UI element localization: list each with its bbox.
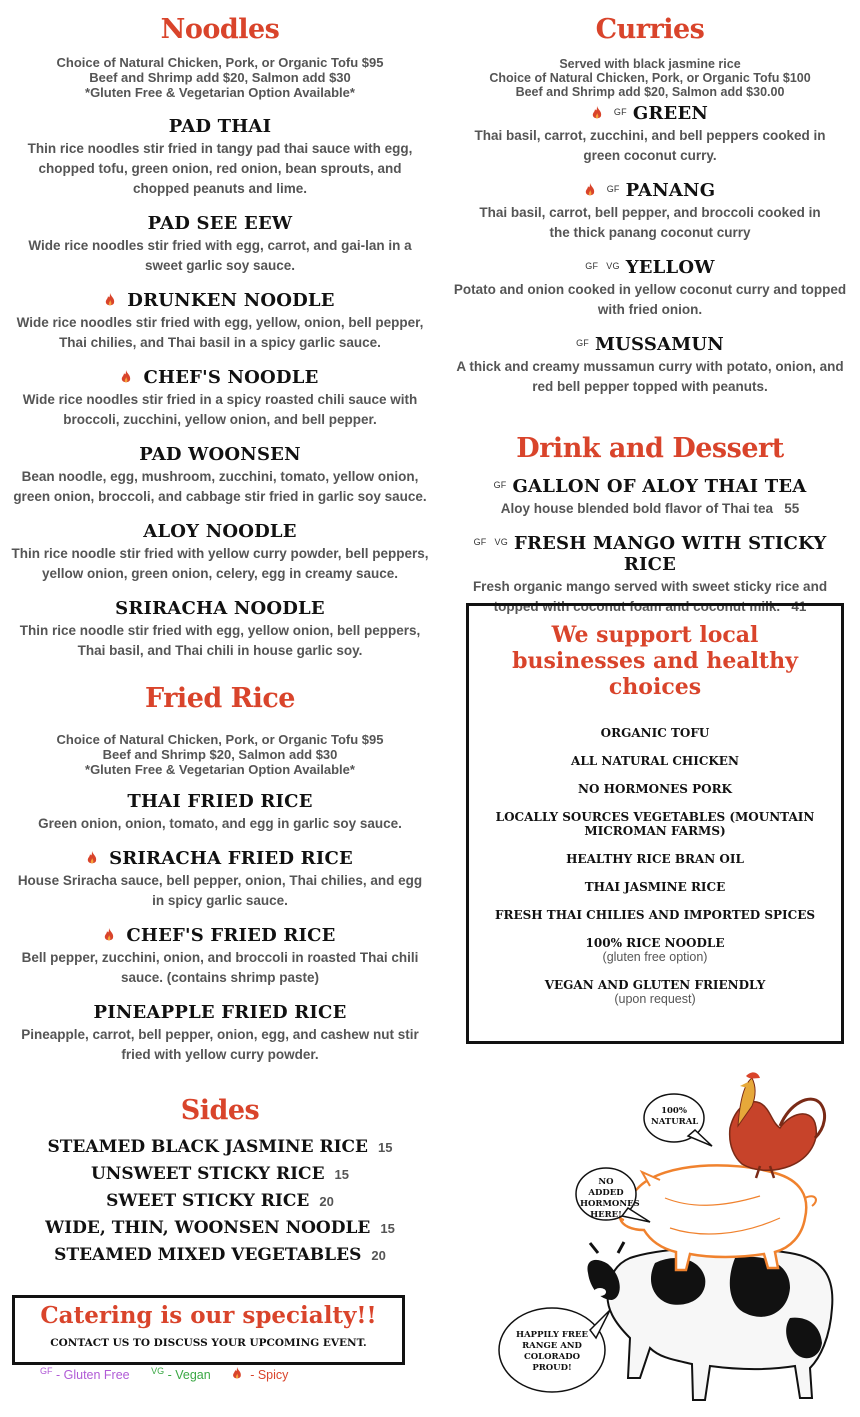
support-item — [469, 726, 841, 740]
menu-item-desc-row — [450, 499, 850, 519]
menu-item — [10, 848, 430, 911]
menu-item-name: GALLON OF ALOY THAI TEA — [512, 476, 807, 497]
legend-spicy — [232, 1368, 288, 1382]
menu-item-desc: Wide rice noodles stir fried with egg, carrot, and gai-lan in a sweet garlic soy sauce. — [28, 238, 412, 273]
menu-item-name: GREEN — [632, 103, 709, 124]
support-item — [469, 880, 841, 894]
menu-item-desc: House Sriracha sauce, bell pepper, onion, Thai chilies, and egg in spicy garlic sauce. — [17, 873, 423, 908]
menu-item-name: MUSSAMUN — [595, 334, 724, 355]
support-item-text: 100% RICE NOODLE — [585, 936, 725, 950]
side-item — [10, 1161, 430, 1188]
support-item-text: THAI JASMINE RICE — [584, 880, 726, 894]
menu-item-price: 41 — [791, 599, 807, 614]
support-item — [469, 852, 841, 866]
support-item — [469, 810, 841, 838]
menu-item — [10, 444, 430, 507]
menu-item-title-row — [450, 533, 850, 575]
menu-item-desc: Thai basil, carrot, bell pepper, and broccoli cooked in the thick panang coconut curry — [479, 205, 821, 240]
diet-tag: GF — [576, 338, 590, 348]
menu-item-desc: Aloy house blended bold flavor of Thai tea — [500, 501, 773, 516]
menu-item — [10, 367, 430, 430]
spicy-flame-icon — [87, 851, 97, 865]
legend — [40, 1366, 306, 1382]
gf-label: - Gluten Free — [55, 1368, 130, 1383]
left-column — [10, 0, 430, 1269]
section-title-fried-rice: Fried Rice — [145, 683, 295, 714]
diet-tag: GF VG — [473, 537, 508, 547]
menu-item-desc: Wide rice noodles stir fried with egg, yellow, onion, bell pepper, Thai chilies, and Thai basil in a spicy garlic sauce. — [16, 315, 424, 350]
support-item-text: ALL NATURAL CHICKEN — [571, 754, 739, 768]
catering-box — [12, 1295, 405, 1365]
menu-item — [10, 1002, 430, 1065]
menu-item — [450, 334, 850, 397]
menu-item-name: CHEF'S NOODLE — [143, 367, 319, 388]
menu-item-title-row — [450, 257, 850, 278]
menu-item-name: PAD SEE EEW — [147, 213, 293, 234]
spicy-flame-icon — [592, 106, 602, 120]
spicy-flame-icon — [104, 928, 114, 942]
menu-item — [450, 103, 850, 166]
support-item — [469, 978, 841, 1006]
menu-item-name: YELLOW — [625, 257, 715, 278]
menu-item-title-row — [450, 334, 850, 355]
legend-vg — [151, 1368, 211, 1382]
vg-tag: VG — [151, 1366, 165, 1376]
menu-item-desc: Thin rice noodle stir fried with egg, yellow onion, bell peppers, Thai basil, and Thai chili in house garlic soy. — [19, 623, 421, 658]
right-column — [450, 0, 850, 617]
sides-list — [10, 1134, 430, 1269]
menu-item-desc: A thick and creamy mussamun curry with potato, onion, and red bell pepper topped with peanuts. — [456, 359, 844, 394]
menu-item-desc: Potato and onion cooked in yellow coconut curry and topped with fried onion. — [453, 282, 847, 317]
fried-rice-intro — [10, 732, 430, 777]
menu-item-desc: Thin rice noodle stir fried with yellow curry powder, bell peppers, yellow onion, green onion, celery, egg in creamy sauce. — [11, 546, 429, 581]
menu-item — [450, 257, 850, 320]
menu-item-name: PINEAPPLE FRIED RICE — [93, 1002, 347, 1023]
cow-icon — [587, 1242, 832, 1400]
support-item-text: VEGAN AND GLUTEN FRIENDLY — [544, 978, 766, 992]
menu-item-name: CHEF'S FRIED RICE — [126, 925, 336, 946]
menu-item-name: PAD THAI — [168, 116, 272, 137]
support-item-text: LOCALLY SOURCES VEGETABLES (MOUNTAIN MICROMAN FARMS) — [495, 810, 815, 838]
noodles-intro — [10, 55, 430, 100]
side-item-name: STEAMED MIXED VEGETABLES — [54, 1245, 362, 1265]
support-item-note: (gluten free option) — [602, 950, 708, 964]
menu-item — [10, 925, 430, 988]
side-item — [10, 1215, 430, 1242]
menu-item-name: THAI FRIED RICE — [127, 791, 313, 812]
side-item-price: 15 — [380, 1221, 395, 1236]
side-item-price: 20 — [371, 1248, 386, 1263]
intro-line: *Gluten Free & Vegetarian Option Available* — [85, 85, 355, 100]
menu-item-name: PANANG — [625, 180, 716, 201]
menu-item-desc: Fresh organic mango served with sweet sticky rice and topped with coconut foam and coconut milk. — [472, 579, 828, 614]
section-title-drinks: Drink and Dessert — [516, 433, 784, 464]
support-item-text: NO HORMONES PORK — [578, 782, 732, 796]
spicy-label: - Spicy — [250, 1368, 289, 1383]
intro-line: Beef and Shrimp $20, Salmon add $30 — [102, 747, 338, 762]
menu-item-name: DRUNKEN NOODLE — [127, 290, 335, 311]
side-item-name: WIDE, THIN, WOONSEN NOODLE — [45, 1218, 371, 1238]
menu-item-name: FRESH MANGO WITH STICKY RICE — [513, 533, 827, 575]
side-item — [10, 1134, 430, 1161]
menu-item-price: 55 — [784, 501, 800, 516]
menu-item — [10, 213, 430, 276]
side-item-name: SWEET STICKY RICE — [106, 1191, 310, 1211]
animal-stack-illustration — [490, 1068, 850, 1408]
menu-item-desc: Wide rice noodles stir fried in a spicy roasted chili sauce with broccoli, zucchini, yellow onion, and bell pepper. — [22, 392, 418, 427]
menu-item-title-row — [450, 103, 850, 124]
menu-item — [10, 116, 430, 199]
side-item-name: UNSWEET STICKY RICE — [90, 1164, 325, 1184]
menu-item-desc: Green onion, onion, tomato, and egg in garlic soy sauce. — [38, 816, 402, 831]
menu-item — [10, 521, 430, 584]
spicy-flame-icon — [121, 370, 131, 384]
menu-item — [10, 290, 430, 353]
intro-line: Beef and Shrimp add $20, Salmon add $30 — [89, 70, 351, 85]
support-item — [469, 754, 841, 768]
section-title-sides: Sides — [180, 1095, 260, 1126]
bubble-cow-text: HAPPILY FREE RANGE AND COLORADO PROUD! — [516, 1330, 588, 1373]
menu-item-title-row — [10, 367, 430, 388]
diet-tag: GF — [606, 184, 620, 194]
menu-item-name: ALOY NOODLE — [143, 521, 297, 542]
menu-item-desc: Thai basil, carrot, zucchini, and bell peppers cooked in green coconut curry. — [474, 128, 826, 163]
intro-line: *Gluten Free & Vegetarian Option Available* — [85, 762, 355, 777]
menu-item-desc: Bell pepper, zucchini, onion, and broccoli in roasted Thai chili sauce. (contains shrimp paste) — [21, 950, 419, 985]
side-item-price: 15 — [334, 1167, 350, 1182]
support-item-note: (upon request) — [614, 992, 696, 1006]
spicy-flame-icon — [585, 183, 595, 197]
side-item — [10, 1242, 430, 1269]
side-item — [10, 1188, 430, 1215]
gf-tag: GF — [40, 1366, 53, 1376]
diet-tag: GF VG — [585, 261, 620, 271]
menu-item — [450, 180, 850, 243]
menu-item-title-row — [450, 180, 850, 201]
menu-item-desc: Pineapple, carrot, bell pepper, onion, egg, and cashew nut stir fried with yellow curry powder. — [21, 1027, 419, 1062]
section-title-noodles: Noodles — [160, 14, 280, 45]
curries-intro — [450, 57, 850, 99]
intro-line: Served with black jasmine rice — [559, 57, 741, 71]
spicy-flame-icon — [105, 293, 115, 307]
support-list — [469, 726, 841, 1006]
spicy-flame-icon — [232, 1367, 242, 1380]
bubble-chicken-text: 100% NATURAL — [651, 1106, 699, 1127]
menu-item-name: SRIRACHA NOODLE — [115, 598, 325, 619]
menu-item-name: SRIRACHA FRIED RICE — [109, 848, 353, 869]
menu-item-title-row — [10, 848, 430, 869]
support-box — [466, 603, 844, 1044]
menu-item — [10, 791, 430, 834]
menu-item-title-row — [10, 290, 430, 311]
catering-subtitle: CONTACT US TO DISCUSS YOUR UPCOMING EVENT. — [50, 1337, 367, 1349]
legend-gf — [40, 1368, 130, 1382]
section-title-curries: Curries — [595, 14, 705, 45]
vg-label: - Vegan — [167, 1368, 211, 1383]
menu-item — [10, 598, 430, 661]
support-title: We support local businesses and healthy choices — [512, 622, 798, 700]
intro-line: Choice of Natural Chicken, Pork, or Organic Tofu $95 — [56, 55, 384, 70]
side-item-price: 15 — [378, 1140, 393, 1155]
intro-line: Choice of Natural Chicken, Pork, or Organic Tofu $100 — [489, 71, 811, 85]
bubble-pig-text: NO ADDED HORMONES HERE! — [580, 1177, 640, 1220]
support-item — [469, 782, 841, 796]
menu-item — [450, 476, 850, 519]
menu-item-desc: Thin rice noodles stir fried in tangy pad thai sauce with egg, chopped tofu, green onion, red onion, bean sprouts, and chopped peanuts and lime. — [27, 141, 413, 196]
side-item-name: STEAMED BLACK JASMINE RICE — [47, 1137, 369, 1157]
support-item-text: ORGANIC TOFU — [600, 726, 710, 740]
menu-item-title-row — [450, 476, 850, 497]
side-item-price: 20 — [319, 1194, 334, 1209]
support-item — [469, 936, 841, 964]
diet-tag: GF — [493, 480, 507, 490]
intro-line: Beef and Shrimp add $20, Salmon add $30.00 — [515, 85, 785, 99]
catering-title: Catering is our specialty!! — [40, 1302, 377, 1329]
rooster-icon — [730, 1072, 825, 1178]
support-item-text: FRESH THAI CHILIES AND IMPORTED SPICES — [494, 908, 816, 922]
support-item-text: HEALTHY RICE BRAN OIL — [566, 852, 744, 866]
support-item — [469, 908, 841, 922]
intro-line: Choice of Natural Chicken, Pork, or Organic Tofu $95 — [56, 732, 384, 747]
menu-item-name: PAD WOONSEN — [139, 444, 301, 465]
menu-item-desc: Bean noodle, egg, mushroom, zucchini, tomato, yellow onion, green onion, broccoli, and cabbage stir fried in garlic soy sauce. — [13, 469, 427, 504]
diet-tag: GF — [613, 107, 627, 117]
menu-item-title-row — [10, 925, 430, 946]
